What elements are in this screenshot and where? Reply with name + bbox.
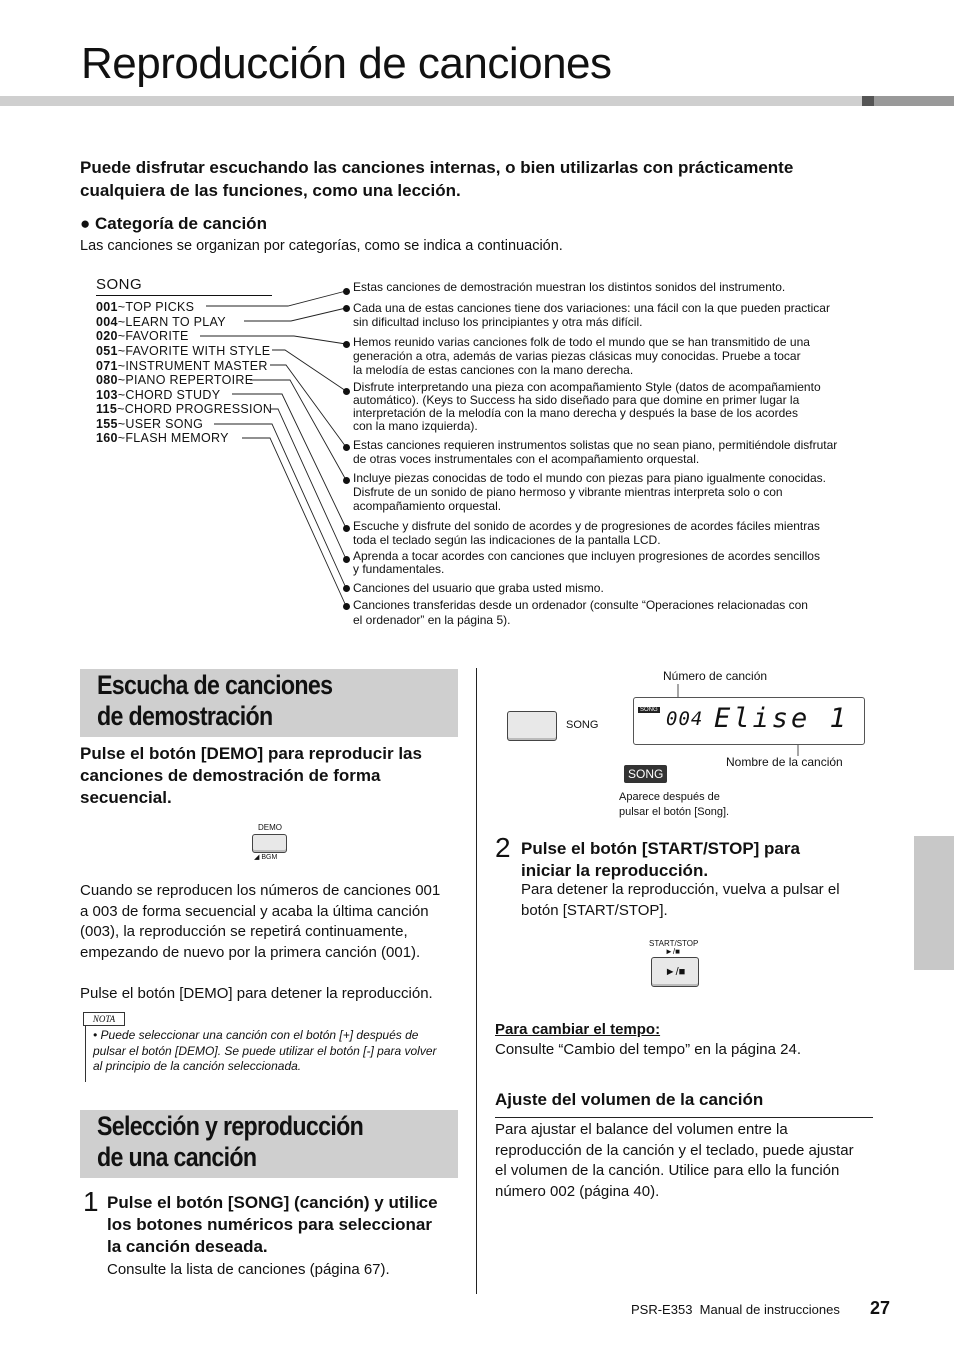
footer-manual: PSR-E353 Manual de instrucciones <box>631 1302 840 1317</box>
category-description-item: Canciones transferidas desde un ordenador (consulte “Operaciones relacionadas con el ordenador” en la página 5). <box>353 598 808 627</box>
category-description-item: Estas canciones de demostración muestran los distintos sonidos del instrumento. <box>353 280 786 294</box>
leader-line <box>200 336 346 344</box>
song-category-item: 080~PIANO REPERTOIRE <box>96 373 254 387</box>
song-list-header: SONG <box>96 276 143 293</box>
demo-button[interactable] <box>252 834 287 853</box>
lcd-song-name: Elise 1 <box>714 703 849 734</box>
leader-line <box>242 438 346 606</box>
song-name-caption: Nombre de la canción <box>726 755 843 769</box>
song-category-item: 103~CHORD STUDY <box>96 388 221 402</box>
song-category-item: 001~TOP PICKS <box>96 300 195 314</box>
leader-dot <box>343 388 350 395</box>
bgm-label: ◢ BGM <box>254 854 278 861</box>
demo-body-text: Cuando se reproducen los números de canciones 001 a 003 de forma secuencial y acaba la última canción (003), la reproducción se repetirá continuamente, empezando de nuevo por la primera canción (001). <box>80 882 441 961</box>
song-badge: SONG <box>624 765 667 783</box>
song-category-item: 115~CHORD PROGRESSION <box>96 402 273 416</box>
step1-title: Pulse el botón [SONG] (canción) y utilice los botones numéricos para seleccionar la canción deseada. <box>107 1193 438 1256</box>
leader-line <box>244 308 346 321</box>
category-description-item: Cada una de estas canciones tiene dos variaciones: una fácil con la que pueden practicar sin dificultad incluso los principiantes y otra más difícil. <box>353 301 830 329</box>
leader-dot <box>343 603 350 610</box>
start-stop-illustration[interactable] <box>647 938 707 990</box>
step2-body: Para detener la reproducción, vuelva a pulsar el botón [START/STOP]. <box>521 881 840 919</box>
leader-dot <box>343 288 350 295</box>
demo-button-label: DEMO <box>258 823 282 832</box>
tempo-heading: Para cambiar el tempo: <box>495 1021 661 1038</box>
song-category-item: 071~INSTRUMENT MASTER <box>96 359 268 373</box>
note-icon: NOTA <box>83 1012 125 1026</box>
song-badge-caption: Aparece después de pulsar el botón [Song]. <box>619 791 730 818</box>
tempo-body: Consulte “Cambio del tempo” en la página 24. <box>495 1041 802 1058</box>
bullet-icon: ● <box>80 214 91 233</box>
leader-dot <box>343 525 350 532</box>
leader-dot <box>343 585 350 592</box>
leader-line <box>270 365 346 447</box>
category-description-item: Hemos reunido varias canciones folk de todo el mundo que se han transmitido de una generación a otra, además de varias piezas clásicas muy conocidas. Pruebe a tocar la melodía de estas canciones con la mano derecha. <box>353 335 810 377</box>
volume-rule <box>495 1117 873 1118</box>
leader-dot <box>343 444 350 451</box>
category-description-item: Escuche y disfrute del sonido de acordes y de progresiones de acordes fáciles mientras toda el teclado según las indicaciones de la pantalla LCD. <box>353 519 820 547</box>
note-rule <box>85 1026 86 1082</box>
lcd-display <box>633 697 865 745</box>
lcd-song-indicator: SONG <box>640 707 658 713</box>
song-button[interactable] <box>507 711 557 741</box>
volume-body: Para ajustar el balance del volumen entre la reproducción de la canción y el teclado, puede ajustar el volumen de la canción. Utilice para ello la función número 002 (página 40). <box>495 1121 854 1200</box>
category-description-item: Incluye piezas conocidas de todo el mundo con piezas para piano igualmente conocidas. Disfrute de un sonido de piano hermoso y vibrante mientras interpreta solo o con acompañamiento orquestal. <box>353 471 826 513</box>
leader-dot <box>343 556 350 563</box>
category-description: Las canciones se organizan por categorías, como se indica a continuación. <box>80 238 563 254</box>
leader-dot <box>343 477 350 484</box>
start-stop-button[interactable]: ►/■ <box>651 957 699 987</box>
category-description-item: Disfrute interpretando una pieza con acompañamiento Style (datos de acompañamiento automático). (Keys to Success ha sido diseñado para que domine en primer lugar la interpretación de la melodía con la mano derecha y después la base de los acordes con la mano izquierda). <box>353 380 821 433</box>
demo-section-title: Escucha de canciones de demostración <box>97 670 333 731</box>
step1-body: Consulte la lista de canciones (página 67). <box>107 1261 390 1278</box>
step2-title: Pulse el botón [START/STOP] para iniciar la reproducción. <box>521 839 800 880</box>
leader-dot <box>343 341 350 348</box>
page-title: Reproducción de canciones <box>81 39 612 88</box>
leader-line <box>272 350 346 391</box>
select-section-title: Selección y reproducción de una canción <box>97 1111 364 1172</box>
song-category-item: 160~FLASH MEMORY <box>96 431 229 445</box>
category-title: Categoría de canción <box>95 214 267 233</box>
leader-line <box>214 424 346 588</box>
demo-stop-text: Pulse el botón [DEMO] para detener la reproducción. <box>80 985 433 1002</box>
category-description-item: Canciones del usuario que graba usted mismo. <box>353 581 604 595</box>
intro-text: Puede disfrutar escuchando las canciones internas, o bien utilizarlas con prácticamente cualquiera de las funciones, como una lección. <box>80 158 794 200</box>
demo-instruction: Pulse el botón [DEMO] para reproducir las canciones de demostración de forma secuencial. <box>80 744 422 807</box>
leader-line <box>206 291 346 306</box>
note-text: • Puede seleccionar una canción con el botón [+] después de pulsar el botón [DEMO]. Se puede utilizar el botón [-] para volver al principio de la canción seleccionada. <box>93 1028 437 1073</box>
song-button-label: SONG <box>566 719 599 731</box>
page-number: 27 <box>870 1298 891 1318</box>
song-category-item: 051~FAVORITE WITH STYLE <box>96 344 271 358</box>
leader-line <box>250 380 346 480</box>
demo-button-illustration[interactable] <box>250 823 290 865</box>
song-category-item: 020~FAVORITE <box>96 329 189 343</box>
song-number-caption: Número de canción <box>663 669 768 683</box>
play-stop-icon: ►/■ <box>665 947 680 956</box>
song-category-item: 155~USER SONG <box>96 417 204 431</box>
leader-dot <box>343 305 350 312</box>
step-number: 1 <box>83 1186 99 1217</box>
category-description-item: Estas canciones requieren instrumentos solistas que no sean piano, permitiéndole disfrutar de otras voces instrumentales con el acompañamiento orquestal. <box>353 438 838 466</box>
lcd-song-number: 004 <box>666 708 704 730</box>
step-number: 2 <box>495 832 511 863</box>
volume-heading: Ajuste del volumen de la canción <box>495 1090 764 1109</box>
start-stop-label: START/STOP <box>649 939 699 948</box>
category-description-item: Aprenda a tocar acordes con canciones que incluyen progresiones de acordes sencillos y fundamentales. <box>353 549 820 576</box>
song-category-item: 004~LEARN TO PLAY <box>96 315 226 329</box>
column-divider <box>476 668 477 1294</box>
chapter-tab <box>914 836 954 970</box>
